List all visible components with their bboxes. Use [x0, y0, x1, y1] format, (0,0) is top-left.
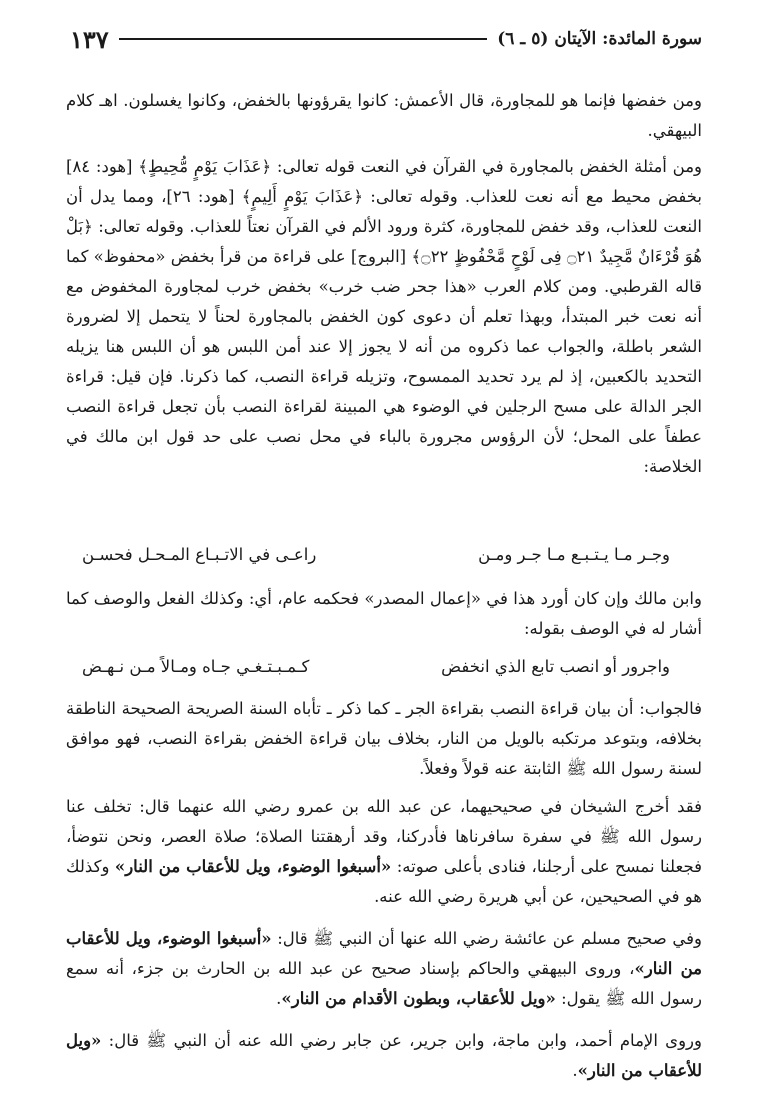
- paragraph-1: ومن خفضها فإنما هو للمجاورة، قال الأعمش: كانوا يقرؤونها بالخفض، وكانوا يغسلون. اهـ كلام البيهقي.: [66, 91, 702, 140]
- paragraph-2: ومن أمثلة الخفض بالمجاورة في القرآن في النعت قوله تعالى: ﴿عَذَابَ يَوْمٍ مُّحِيطٍ﴾ [هود: ٨٤] بخفض محيط مع أنه نعت للعذاب. وقوله تعالى: ﴿عَذَابَ يَوْمٍ أَلِيمٍ﴾ [هود: ٢٦]، ومما يدل أن النعت للعذاب، وقد خفض للمجاورة، كثرة ورود الألم في القرآن نعتاً للعذاب. وقوله تعالى: ﴿بَلْ هُوَ قُرْءَانٌ مَّجِيدٌ ۝٢١ فِى لَوْحٍ مَّحْفُوظٍ ۝٢٢﴾ [البروج] على قراءة من قرأ بخفض «محفوظ» كما قاله القرطبي. ومن كلام العرب «هذا جحر ضب خرب» بخفض خرب لمجاورة المخفوض مع أنه نعت خبر المبتدأ، وبهذا تعلم أن دعوى كون الخفض بالمجاورة لحناً لا يتحمل إلا لضرورة الشعر باطلة، والجواب عما ذكروه من أنه لا يجوز إلا عند أمن اللبس هو أن اللبس هنا يزيله التحديد بالكعبين، إذ لم يرد تحديد الممسوح، وتزيله قراءة النصب، كما ذكرنا. فإن قيل: قراءة الجر الدالة على مسح الرجلين في الوضوء هي المبينة لقراءة النصب بأن تجعل قراءة النصب عطفاً على المحل؛ لأن الرؤوس مجرورة بالباء في محل نصب على حد قول ابن مالك في الخلاصة:: [66, 157, 702, 476]
- paragraph-6: [66, 924, 702, 1014]
- paragraph-6-text-end: .: [276, 989, 282, 1008]
- verse-1-second-hemistich: راعـى في الاتـبـاع المـحـل فحسـن: [82, 545, 317, 564]
- paragraph-7: [66, 1026, 702, 1086]
- verse-line-2: [82, 652, 670, 682]
- page-number: ١٣٧: [70, 24, 109, 54]
- paragraph-6-text-mid: ، وروى البيهقي والحاكم بإسناد صحيح عن عبد الله بن الحارث بن جزء، أنه سمع رسول الله ﷺ يقول:: [66, 959, 702, 1008]
- page-header: [70, 22, 702, 56]
- surah-title: سورة المائدة: الآيتان (٥ ـ ٦): [497, 29, 702, 49]
- header-rule: [119, 38, 488, 40]
- verse-line-1: [82, 540, 670, 570]
- hadith-quote-4: «ويل للأعقاب من النار»: [66, 1031, 702, 1080]
- paragraph-3: وابن مالك وإن كان أورد هذا في «إعمال المصدر» فحكمه عام، أي: وكذلك الفعل والوصف كما أشار له في الوصف بقوله:: [66, 589, 702, 638]
- paragraph-5-text: فقد أخرج الشيخان في صحيحيهما، عن عبد الله بن عمرو رضي الله عنهما قال: تخلف عنا رسول الله ﷺ في سفرة سافرناها فأدركنا، وقد أرهقتنا الصلاة؛ صلاة العصر، ونحن نتوضأ، فجعلنا نمسح على أرجلنا، فنادى بأعلى صوته:: [66, 797, 702, 876]
- paragraph-6-text: وفي صحيح مسلم عن عائشة رضي الله عنها أن النبي ﷺ قال:: [271, 929, 702, 948]
- paragraph-4: فالجواب: أن بيان قراءة النصب بقراءة الجر ـ كما ذكر ـ تأباه السنة الصريحة الصحيحة الناطقة بخلافه، وبتوعد مرتكبه بالويل من النار، بخلاف بيان قراءة الخفض بقراءة النصب، فهو موافق لسنة رسول الله ﷺ الثابتة عنه قولاً وفعلاً.: [66, 699, 702, 778]
- paragraph-7-text-end: .: [572, 1061, 578, 1080]
- verse-1-first-hemistich: وجـر مـا يـتـبـع مـا جـر ومـن: [478, 545, 670, 564]
- hadith-quote-3: «ويل للأعقاب، وبطون الأقدام من النار»: [281, 989, 556, 1008]
- verse-2-first-hemistich: واجرور أو انصب تابع الذي انخفض: [441, 657, 670, 676]
- paragraph-7-text: وروى الإمام أحمد، وابن ماجة، وابن جرير، عن جابر رضي الله عنه أن النبي ﷺ قال:: [101, 1031, 702, 1050]
- verse-2-second-hemistich: كـمـبـتـغـي جـاه ومـالاً مـن نـهـض: [82, 657, 310, 676]
- paragraph-5-text-end: وكذلك هو في الصحيحين، عن أبي هريرة رضي الله عنه.: [66, 857, 702, 906]
- hadith-quote-1: «أسبغوا الوضوء، ويل للأعقاب من النار»: [114, 857, 392, 876]
- paragraph-5: [66, 792, 702, 912]
- hadith-quote-2: «أسبغوا الوضوء، ويل للأعقاب من النار»: [66, 929, 702, 978]
